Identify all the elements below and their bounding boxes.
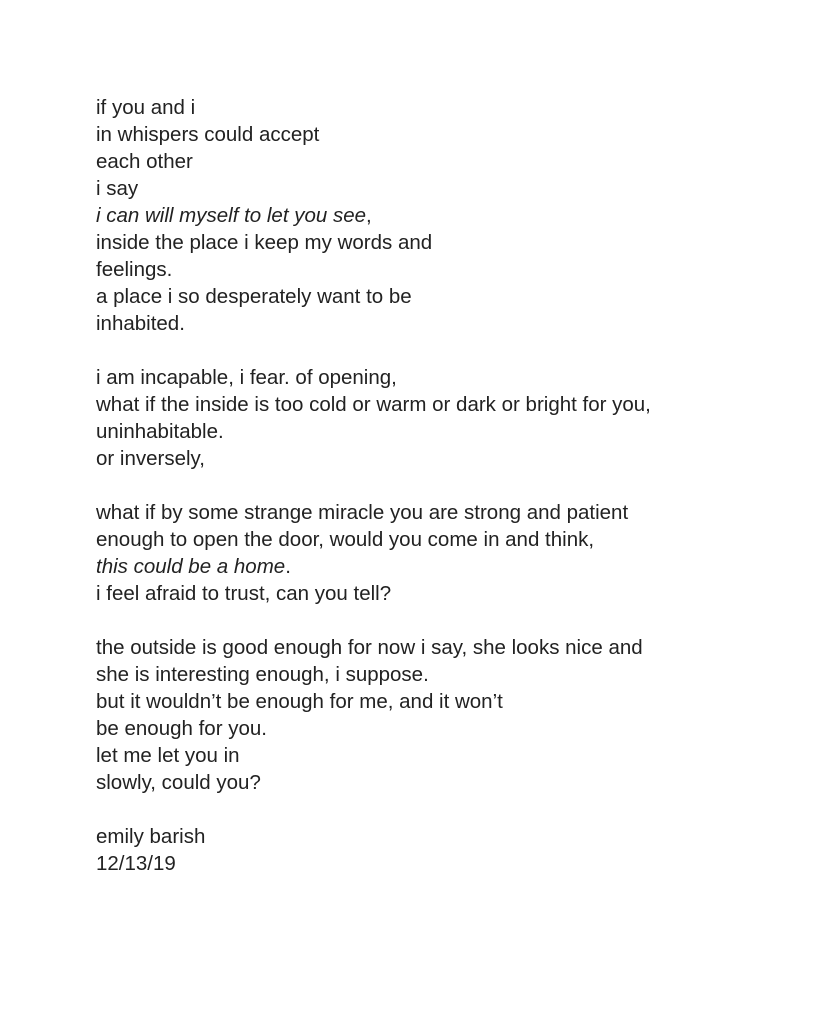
poem-line: a place i so desperately want to be <box>96 285 412 308</box>
author-name: emily barish <box>96 825 206 848</box>
punctuation: . <box>285 555 291 578</box>
poem-line: she is interesting enough, i suppose. <box>96 663 429 686</box>
poem-line: i say <box>96 177 139 200</box>
italic-phrase: i can will myself to let you see <box>96 204 367 227</box>
poem-line: if you and i <box>96 96 196 119</box>
stanza-3 <box>96 499 796 607</box>
poem-line: inhabited. <box>96 312 185 335</box>
poem-line: slowly, could you? <box>96 771 261 794</box>
poem-line: what if the inside is too cold or warm or dark or bright for you, <box>96 393 651 416</box>
poem-line: feelings. <box>96 258 173 281</box>
stanza-4 <box>96 634 796 796</box>
punctuation: , <box>366 204 372 227</box>
poem-line: i feel afraid to trust, can you tell? <box>96 582 392 605</box>
stanza-1 <box>96 94 796 337</box>
poem-line: in whispers could accept <box>96 123 320 146</box>
poem-line <box>96 553 796 580</box>
poem-line: enough to open the door, would you come in and think, <box>96 528 595 551</box>
poem-line: let me let you in <box>96 744 240 767</box>
poem-line: i am incapable, i fear. of opening, <box>96 366 397 389</box>
poem-text <box>96 94 796 877</box>
poem-line <box>96 202 796 229</box>
poem-line: or inversely, <box>96 447 205 470</box>
poem-date: 12/13/19 <box>96 852 176 875</box>
italic-phrase: this could be a home <box>96 555 286 578</box>
poem-line: uninhabitable. <box>96 420 224 443</box>
stanza-2 <box>96 364 796 472</box>
poem-line: each other <box>96 150 193 173</box>
poem-line: be enough for you. <box>96 717 267 740</box>
poem-line: the outside is good enough for now i say, she looks nice and <box>96 636 643 659</box>
poem-line: inside the place i keep my words and <box>96 231 433 254</box>
poem-line: but it wouldn’t be enough for me, and it won’t <box>96 690 503 713</box>
poem-line: what if by some strange miracle you are strong and patient <box>96 501 629 524</box>
signature-block <box>96 823 796 877</box>
